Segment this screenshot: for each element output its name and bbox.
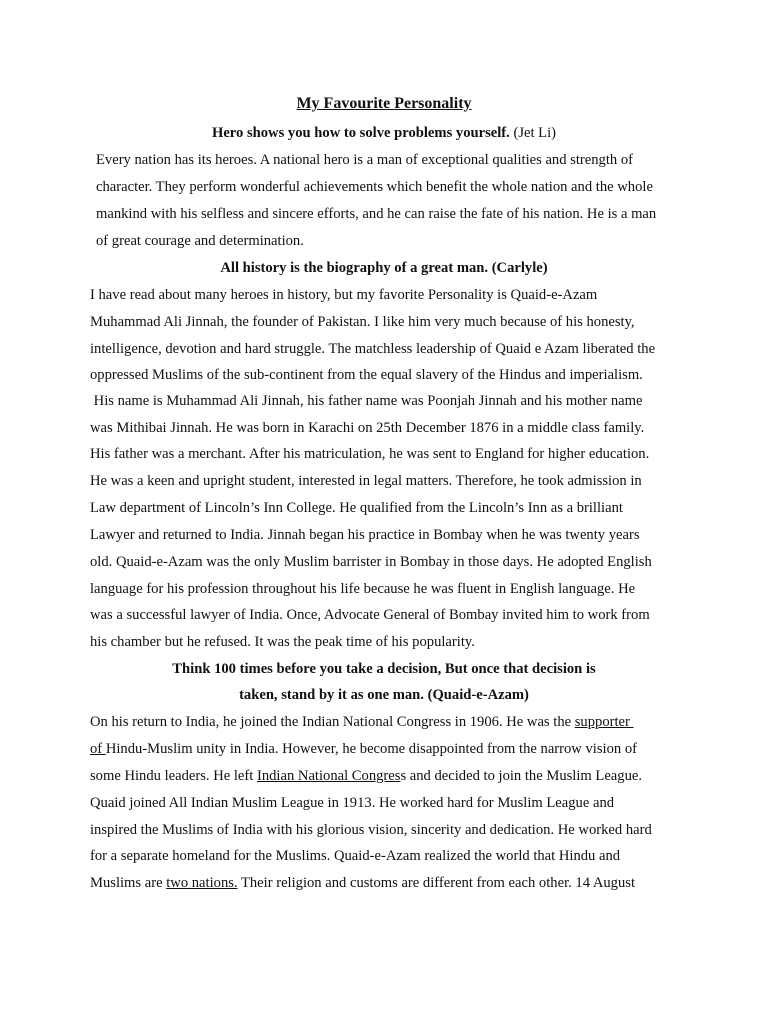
quote-quaid-line-1: Think 100 times before you take a decision, But once that decision is <box>172 661 596 677</box>
body-line-11: old. Quaid-e-Azam was the only Muslim barrister in Bombay in those days. He adopted English <box>90 554 652 570</box>
body2-line-1 <box>90 713 634 731</box>
underlined-supporter: supporter <box>574 714 634 730</box>
body2-line-2-text: Hindu-Muslim unity in India. However, he become disappointed from the narrow vision of <box>105 741 637 757</box>
body-line-5: His name is Muhammad Ali Jinnah, his father name was Poonjah Jinnah and his mother name <box>90 393 643 409</box>
body-line-14: his chamber but he refused. It was the peak time of his popularity. <box>90 634 475 650</box>
body-line-7: His father was a merchant. After his matriculation, he was sent to England for higher education. <box>90 446 650 462</box>
body2-line-3-text-a: some Hindu leaders. He left <box>90 768 257 784</box>
quote-jet-li-text: Hero shows you how to solve problems yourself. <box>211 125 510 141</box>
underlined-indian-national-congress: Indian National Congres <box>256 768 401 784</box>
quote-jet-li-author: (Jet Li) <box>509 125 557 141</box>
body-line-8: He was a keen and upright student, interested in legal matters. Therefore, he took admission in <box>90 473 642 489</box>
body2-line-2 <box>90 740 637 758</box>
body-line-13: was a successful lawyer of India. Once, Advocate General of Bombay invited him to work from <box>90 607 650 623</box>
underlined-two-nations: two nations. <box>166 875 238 891</box>
intro-line-2: character. They perform wonderful achievements which benefit the whole nation and the whole <box>96 179 653 195</box>
quote-carlyle: All history is the biography of a great man. (Carlyle) <box>220 260 548 276</box>
body2-line-1-text: On his return to India, he joined the Indian National Congress in 1906. He was the <box>90 714 575 730</box>
intro-line-1: Every nation has its heroes. A national hero is a man of exceptional qualities and strength of <box>96 152 633 168</box>
body2-line-7-text-b: Their religion and customs are different from each other. 14 August <box>237 875 636 891</box>
body-line-4: oppressed Muslims of the sub-continent from the equal slavery of the Hindus and imperialism. <box>90 367 643 383</box>
body2-line-7 <box>90 874 635 892</box>
body-line-10: Lawyer and returned to India. Jinnah began his practice in Bombay when he was twenty years <box>90 527 640 543</box>
body-line-3: intelligence, devotion and hard struggle. The matchless leadership of Quaid e Azam liberated the <box>90 341 656 357</box>
quote-jet-li <box>0 124 768 142</box>
body2-line-5: inspired the Muslims of India with his glorious vision, sincerity and dedication. He worked hard <box>90 822 652 838</box>
body2-line-3 <box>90 767 642 785</box>
intro-line-4: of great courage and determination. <box>96 233 304 249</box>
body-line-2: Muhammad Ali Jinnah, the founder of Pakistan. I like him very much because of his honesty, <box>90 314 635 330</box>
body-line-9: Law department of Lincoln’s Inn College. He qualified from the Lincoln’s Inn as a brilliant <box>90 500 623 516</box>
body2-line-3-text-b: s and decided to join the Muslim League. <box>400 768 643 784</box>
body2-line-7-text-a: Muslims are <box>90 875 167 891</box>
body2-line-4: Quaid joined All Indian Muslim League in 1913. He worked hard for Muslim League and <box>90 795 615 811</box>
body-line-12: language for his profession throughout his life because he was fluent in English language. He <box>90 581 636 597</box>
page-title: My Favourite Personality <box>296 95 472 112</box>
body-line-1: I have read about many heroes in history, but my favorite Personality is Quaid-e-Azam <box>90 287 598 303</box>
body2-line-6: for a separate homeland for the Muslims. Quaid-e-Azam realized the world that Hindu and <box>90 848 621 864</box>
intro-line-3: mankind with his selfless and sincere efforts, and he can raise the fate of his nation. He is a man <box>96 206 657 222</box>
body-line-6: was Mithibai Jinnah. He was born in Karachi on 25th December 1876 in a middle class family. <box>90 420 645 436</box>
quote-quaid-line-2: taken, stand by it as one man. (Quaid-e-Azam) <box>239 687 529 703</box>
underlined-of: of <box>90 741 106 757</box>
